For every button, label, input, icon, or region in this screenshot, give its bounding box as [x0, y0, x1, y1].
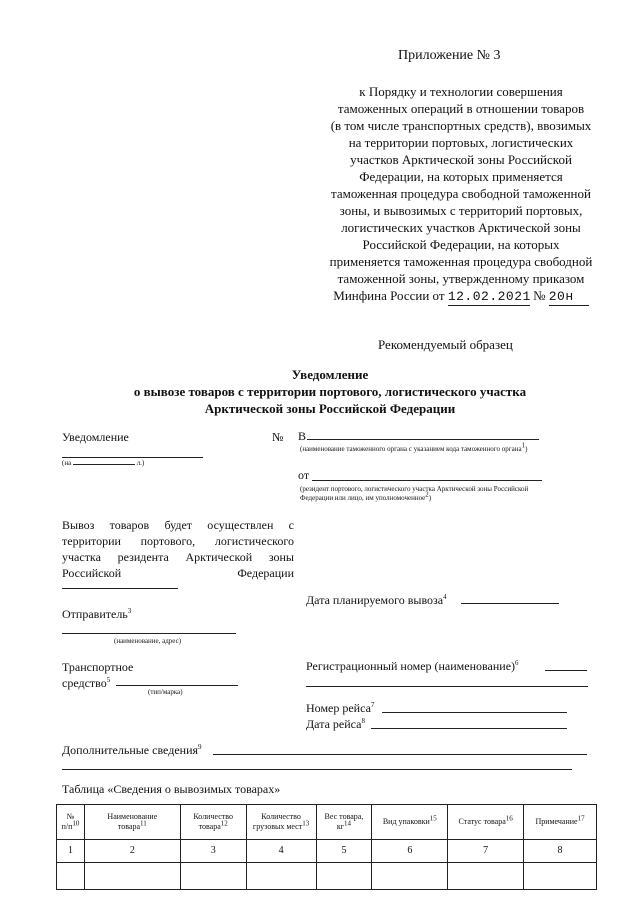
sender-field[interactable] [62, 633, 236, 634]
additional-field-2[interactable] [62, 769, 572, 770]
header-cell: Наименование товара$^{11}$ [84, 805, 180, 840]
sheets-count-field[interactable] [73, 464, 135, 465]
appendix-line: зоны, и вывозимых с территорий портовых, [339, 203, 583, 218]
appendix-title: Приложение № 3 [398, 48, 501, 63]
appendix-line: Федерации, на которых применяется [359, 169, 563, 184]
column-number: 3 [180, 840, 246, 863]
heading-title: Уведомление [291, 367, 369, 382]
export-underline [62, 588, 178, 589]
trip-date-field[interactable] [371, 728, 567, 729]
table-title: Таблица «Сведения о вывозимых товарах» [62, 782, 281, 796]
column-number: 7 [448, 840, 524, 863]
table-number-row [57, 840, 597, 863]
heading-subtitle: о вывозе товаров с территории портового, логистического участка [133, 384, 527, 399]
reg-number-field-2[interactable] [306, 686, 588, 687]
planned-date-label: Дата планируемого вывоза$^4$ [306, 593, 447, 607]
to-prefix: В [298, 429, 307, 443]
trip-number-label: Номер рейса$^7$ [306, 701, 375, 715]
column-number: 6 [372, 840, 448, 863]
header-cell: Вес товара, $кг^{14}$ [316, 805, 372, 840]
transport-caption: (тип/марка) [148, 688, 183, 696]
table-cell[interactable] [316, 863, 372, 890]
column-number: 4 [246, 840, 316, 863]
appendix-line: (в том числе транспортных средств), ввозимых [330, 118, 592, 133]
header-cell: Количество грузовых мест$^{13}$ [246, 805, 316, 840]
resident-caption: (резидент портового, логистического участка Арктической зоны Российской Федерации или лицо, им уполномоченное$^2$) [300, 485, 529, 502]
order-number-sign: № [533, 288, 546, 303]
notice-label: Уведомление [62, 430, 129, 444]
appendix-line: к Порядку и технологии совершения [359, 84, 563, 99]
header-cell: Примечание$^{17}$ [524, 805, 597, 840]
sample-label: Рекомендуемый образец [378, 337, 513, 352]
table-cell[interactable] [57, 863, 85, 890]
column-number: 2 [84, 840, 180, 863]
table-cell[interactable] [524, 863, 597, 890]
appendix-line: логистических участков Арктической зоны [341, 220, 581, 235]
additional-label: Дополнительные сведения$^9$ [62, 743, 202, 757]
table-cell[interactable] [448, 863, 524, 890]
heading-subtitle-2: Арктической зоны Российской Федерации [204, 401, 456, 416]
sender-label: Отправитель$^3$ [62, 607, 132, 621]
additional-field[interactable] [213, 754, 587, 755]
appendix-line: Российской Федерации, на которых [362, 237, 560, 252]
notice-number-field[interactable] [62, 457, 203, 458]
appendix-line: применяется таможенная процедура свободной [329, 254, 593, 269]
table-row [57, 863, 597, 890]
order-number: 20н [549, 288, 589, 306]
table-cell[interactable] [372, 863, 448, 890]
transport-field[interactable] [116, 685, 238, 686]
appendix-line: на территории портовых, логистических [348, 135, 574, 150]
customs-caption: (наименование таможенного органа с указанием кода таможенного органа$^1$) [300, 441, 528, 453]
appendix-order-line [296, 287, 626, 306]
appendix-line: таможенная процедура свободной таможенной [331, 186, 591, 201]
order-prefix: Минфина России от [333, 288, 445, 303]
customs-authority-field[interactable] [307, 439, 539, 440]
appendix-line: участков Арктической зоны Российской [350, 152, 572, 167]
column-number: 1 [57, 840, 85, 863]
reg-number-field[interactable] [545, 670, 587, 671]
header-cell: Количество товара$^{12}$ [180, 805, 246, 840]
sheets-count: (на л.) [62, 459, 145, 467]
from-prefix: от [298, 468, 310, 482]
header-cell: Вид упаковки$^{15}$ [372, 805, 448, 840]
table-cell[interactable] [246, 863, 316, 890]
table-header-row [57, 805, 597, 840]
appendix-line: таможенной зоны, утвержденному приказом [337, 271, 585, 286]
reg-number-label: Регистрационный номер (наименование)$^6$ [306, 659, 519, 673]
trip-date-label: Дата рейса$^8$ [306, 717, 365, 731]
appendix-text [296, 83, 626, 306]
header-cell: Статус товара$^{16}$ [448, 805, 524, 840]
export-paragraph: Вывоз товаров будет осуществлен с территории портового, логистического участка резидента Арктической зоны Российской Федерации [62, 518, 294, 580]
planned-date-field[interactable] [461, 603, 559, 604]
table-cell[interactable] [84, 863, 180, 890]
goods-table [56, 804, 597, 890]
appendix-line: таможенных операций в отношении товаров [337, 101, 585, 116]
header-cell: № $п/п^{10}$ [57, 805, 85, 840]
resident-field[interactable] [312, 480, 542, 481]
column-number: 5 [316, 840, 372, 863]
table-cell[interactable] [180, 863, 246, 890]
sender-caption: (наименование, адрес) [114, 637, 182, 645]
document-heading [60, 366, 600, 417]
notice-number-sign: № [272, 430, 284, 444]
order-date: 12.02.2021 [447, 289, 531, 304]
column-number: 8 [524, 840, 597, 863]
trip-number-field[interactable] [382, 712, 567, 713]
transport-label: Транспортное средство$^5$ [62, 660, 134, 690]
